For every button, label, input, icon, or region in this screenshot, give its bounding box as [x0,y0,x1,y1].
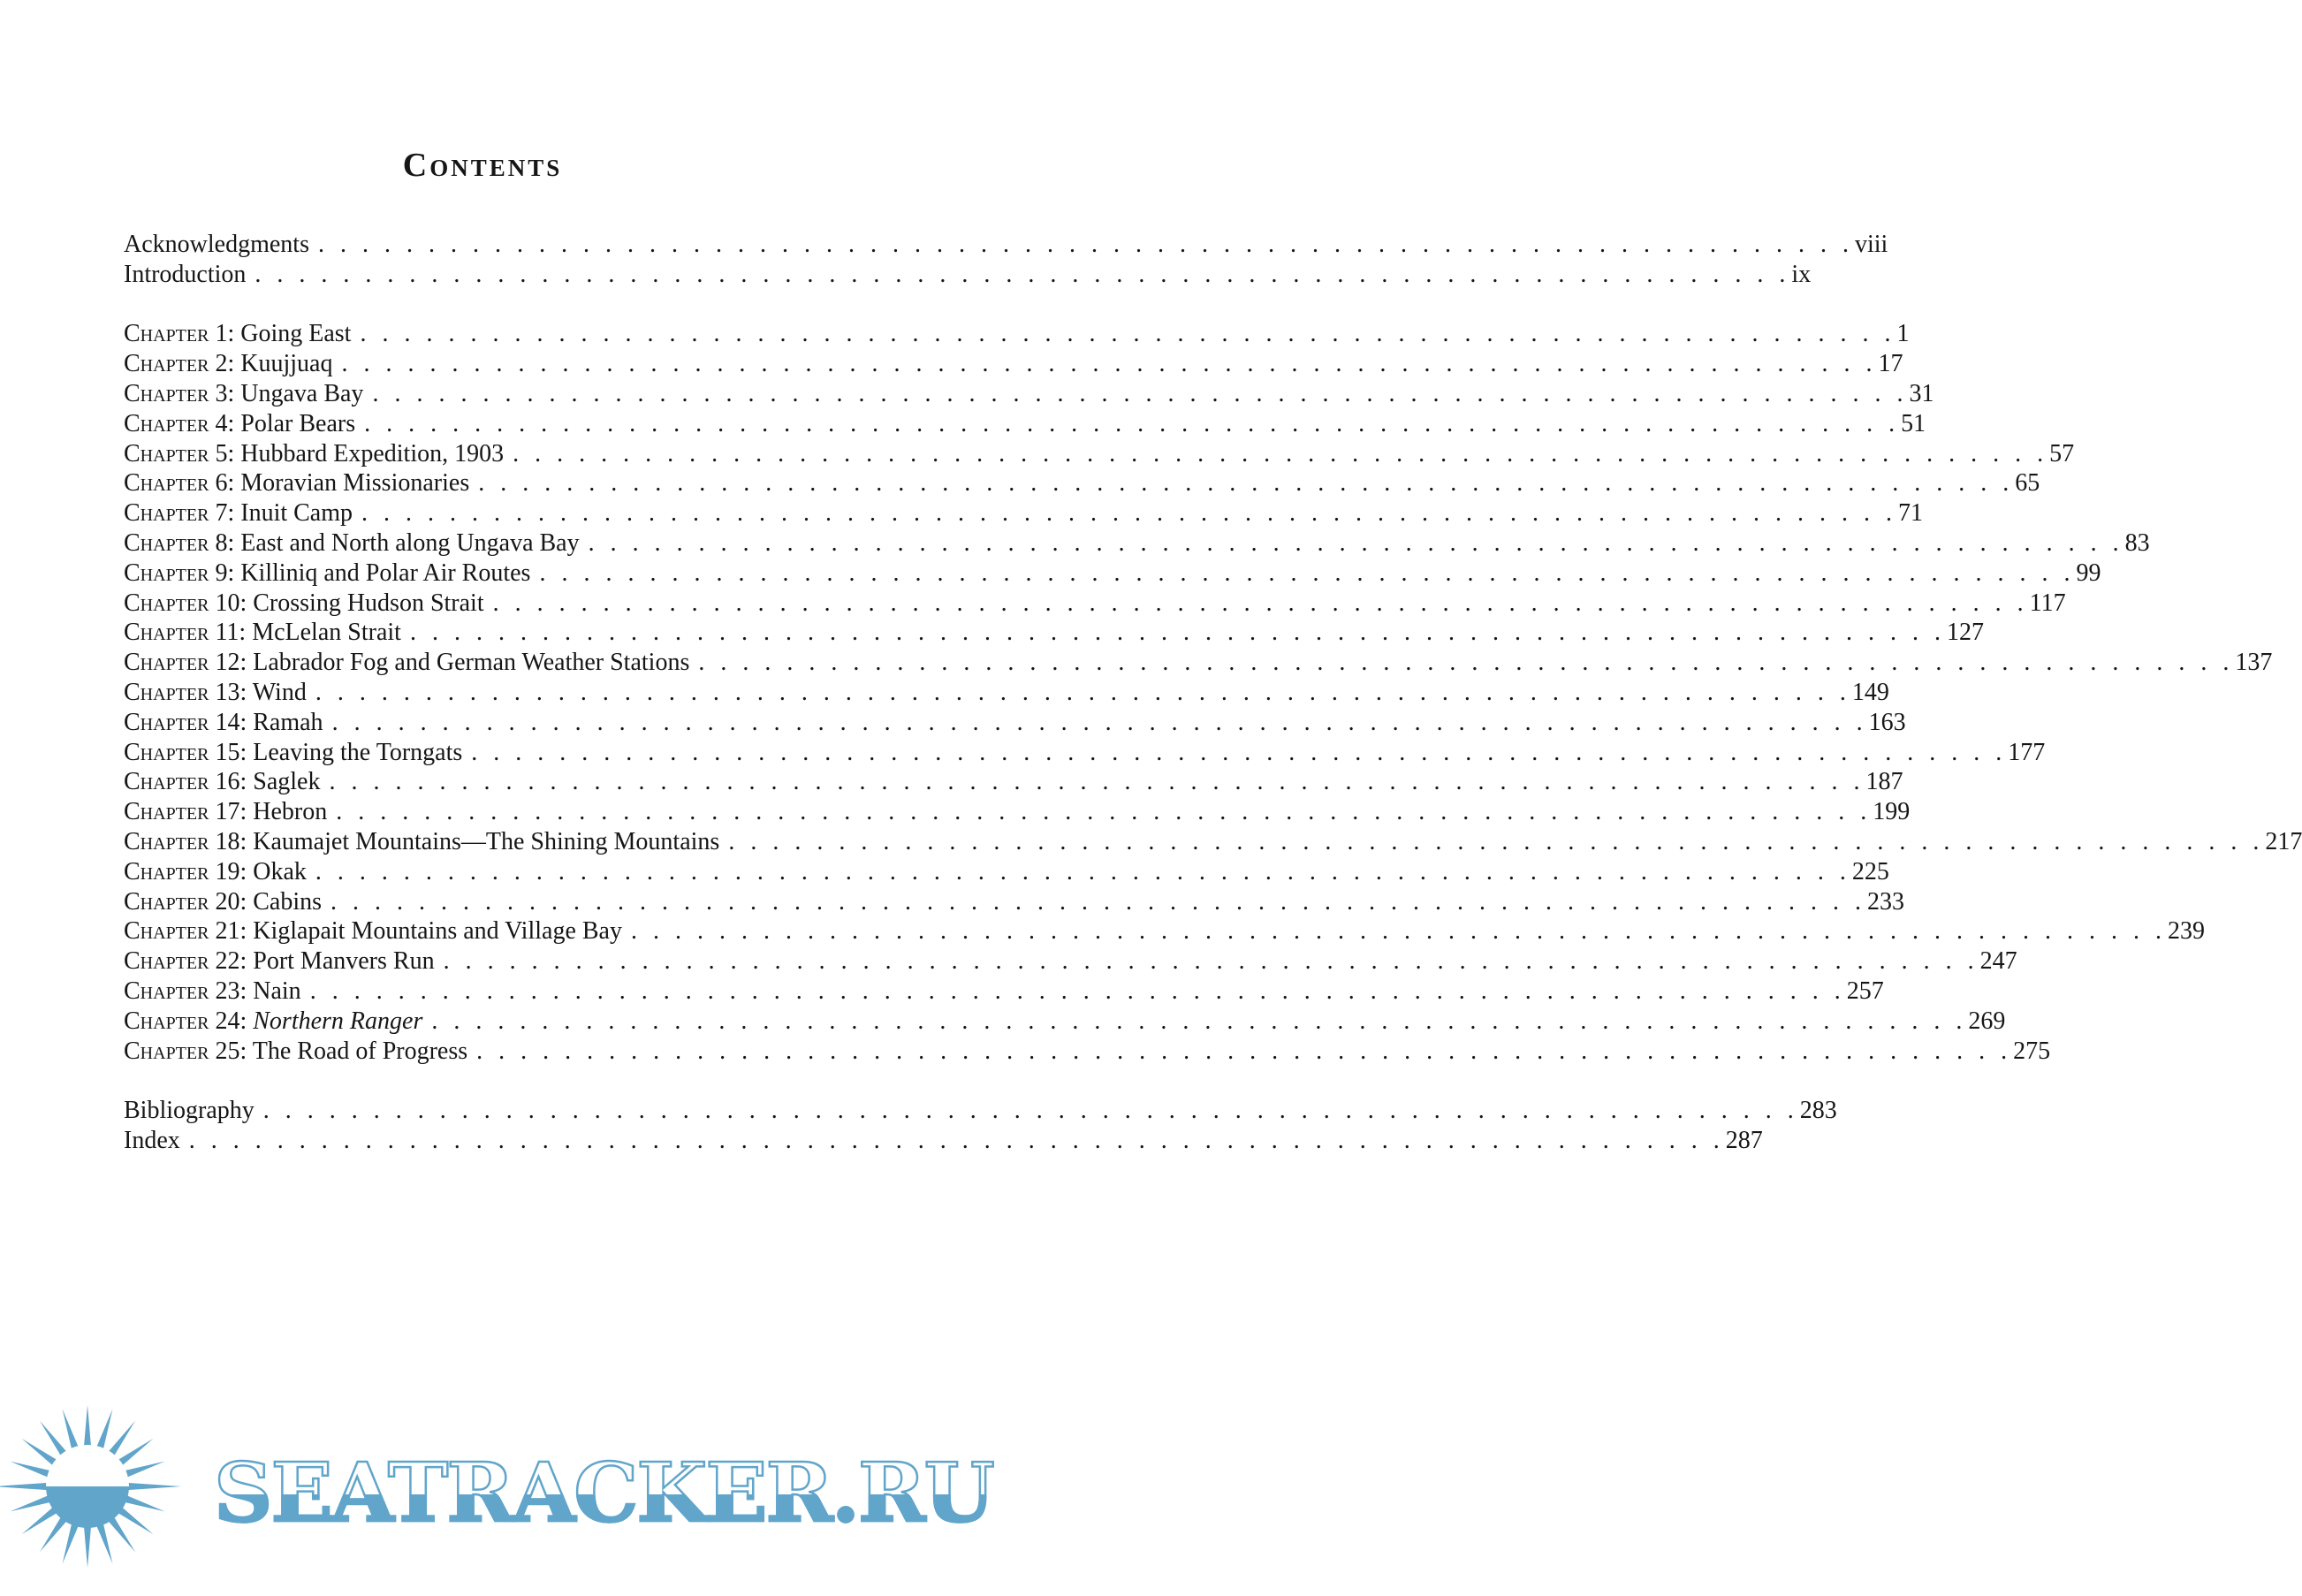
toc-entry-label [124,559,530,589]
toc-entry [124,618,1984,648]
toc-entry-page: 233 [1867,887,1905,916]
dot-leader: . . . . . . . . . . . . . . . . . . . . . . . . . . . . . . . . . . . . . . . . . . . . . . . . . . . . . . . . . . . . . . . . . . . . . . [513,439,2045,467]
toc-entry-label [124,916,622,946]
toc-entry-label [124,678,307,708]
toc-entry-page: 71 [1898,499,1924,528]
dot-leader: . . . . . . . . . . . . . . . . . . . . . . . . . . . . . . . . . . . . . . . . . . . . . . . . . . . . . . . . . . . . . . . . . . . . . . [315,678,1847,706]
toc-entry-title: Bibliography [124,1097,255,1125]
dot-leader: . . . . . . . . . . . . . . . . . . . . . . . . . . . . . . . . . . . . . . . . . . . . . . . . . . . . . . . . . . . . . . . . . . . . . . [588,528,2120,557]
toc-entry-page: 275 [2013,1037,2051,1065]
toc-entry [124,260,1812,290]
watermark-text: SEATRACKER.RU [214,1445,993,1540]
watermark [0,1386,993,1587]
toc-entry-title: Moravian Missionaries [240,469,470,498]
toc-entry-page: 269 [1968,1007,2006,1035]
book-contents-page [0,147,2302,1596]
toc-entry [124,767,1903,797]
toc-entry [124,678,1889,708]
toc-entry-label [124,589,484,619]
toc-entry [124,559,2101,589]
toc-entry-label [124,797,327,827]
page-title: Contents [402,147,563,184]
toc-entry-page: 217 [2265,827,2302,855]
dot-leader: . . . . . . . . . . . . . . . . . . . . . . . . . . . . . . . . . . . . . . . . . . . . . . . . . . . . . . . . . . . . . . . . . . . . . . [409,619,1941,647]
toc-entry [124,827,2302,857]
toc-entry [124,797,1911,827]
toc-entry-page: 137 [2235,649,2273,677]
toc-entry-label [124,827,719,857]
toc-entry-page: 257 [1846,977,1884,1005]
toc-entry-title: Acknowledgments [124,231,309,258]
toc-entry-chapter-number: Chapter 12: [124,649,247,677]
toc-entry [124,916,2205,946]
toc-entry-title: McLelan Strait [252,619,401,647]
dot-leader: . . . . . . . . . . . . . . . . . . . . . . . . . . . . . . . . . . . . . . . . . . . . . . . . . . . . . . . . . . . . . . . . . . . . . . [539,559,2071,587]
dot-leader: . . . . . . . . . . . . . . . . . . . . . . . . . . . . . . . . . . . . . . . . . . . . . . . . . . . . . . . . . . . . . . . . . . . . . . [443,947,1975,976]
toc-entry-title: Hubbard Expedition, 1903 [240,439,505,467]
dot-leader: . . . . . . . . . . . . . . . . . . . . . . . . . . . . . . . . . . . . . . . . . . . . . . . . . . . . . . . . . . . . . . . . . . . . . . [630,917,2162,946]
toc-entry [124,498,1924,528]
dot-leader: . . . . . . . . . . . . . . . . . . . . . . . . . . . . . . . . . . . . . . . . . . . . . . . . . . . . . . . . . . . . . . . . . . . . . . [492,589,2025,617]
dot-leader: . . . . . . . . . . . . . . . . . . . . . . . . . . . . . . . . . . . . . . . . . . . . . . . . . . . . . . . . . . . . . . . . . . . . . . [476,1037,2009,1065]
toc-entry-chapter-number: Chapter 14: [124,708,247,736]
toc-entry [124,946,2017,977]
toc-entry [124,887,1905,917]
toc-entry [124,857,1889,887]
toc-entry-chapter-number: Chapter 19: [124,857,247,885]
toc-entry-page: 31 [1909,379,1934,407]
dot-leader: . . . . . . . . . . . . . . . . . . . . . . . . . . . . . . . . . . . . . . . . . . . . . . . . . . . . . . . . . . . . . . . . . . . . . . [255,260,1787,288]
dot-leader: . . . . . . . . . . . . . . . . . . . . . . . . . . . . . . . . . . . . . . . . . . . . . . . . . . . . . . . . . . . . . . . . . . . . . . [728,827,2260,855]
dot-leader: . . . . . . . . . . . . . . . . . . . . . . . . . . . . . . . . . . . . . . . . . . . . . . . . . . . . . . . . . . . . . . . . . . . . . . [329,768,1861,796]
dot-leader: . . . . . . . . . . . . . . . . . . . . . . . . . . . . . . . . . . . . . . . . . . . . . . . . . . . . . . . . . . . . . . . . . . . . . . [372,379,1904,407]
dot-leader: . . . . . . . . . . . . . . . . . . . . . . . . . . . . . . . . . . . . . . . . . . . . . . . . . . . . . . . . . . . . . . . . . . . . . . [431,1007,1964,1035]
toc-entry-title: Introduction [124,260,247,288]
toc-entry-title: Hebron [253,798,328,826]
toc-entry-title: Index [124,1126,180,1154]
toc-entry-label [124,946,435,977]
toc-entry-page: 239 [2167,917,2205,946]
dot-leader: . . . . . . . . . . . . . . . . . . . . . . . . . . . . . . . . . . . . . . . . . . . . . . . . . . . . . . . . . . . . . . . . . . . . . . [361,499,1894,528]
toc-entry-label [124,1096,255,1126]
toc-entry-chapter-number: Chapter 10: [124,589,247,617]
dot-leader: . . . . . . . . . . . . . . . . . . . . . . . . . . . . . . . . . . . . . . . . . . . . . . . . . . . . . . . . . . . . . . . . . . . . . . [341,350,1873,378]
toc-entry [124,230,1888,260]
toc-entry-page: 127 [1946,619,1984,647]
toc-entry-label [124,977,301,1007]
toc-entry-title: Labrador Fog and German Weather Stations [253,649,690,677]
toc-entry-title: Nain [253,977,301,1005]
toc-entry-chapter-number: Chapter 4: [124,409,235,437]
dot-leader: . . . . . . . . . . . . . . . . . . . . . . . . . . . . . . . . . . . . . . . . . . . . . . . . . . . . . . . . . . . . . . . . . . . . . . [188,1126,1721,1154]
toc-entry [124,349,1903,379]
toc-entry-page: 1 [1896,320,1910,348]
toc-entry [124,439,2075,469]
toc-entry [124,319,1910,349]
toc-entry-chapter-number: Chapter 7: [124,499,235,528]
toc-entry-page: 83 [2124,528,2150,557]
toc-entry-label [124,409,355,439]
toc-entry [124,409,1926,439]
toc-entry-title: Okak [253,857,307,885]
toc-entry-title: Northern Ranger [253,1007,423,1035]
toc-entry-label [124,319,351,349]
toc-entry-title: East and North along Ungava Bay [240,528,580,557]
toc-entry-title: Ramah [253,708,323,736]
toc-entry-title: Ungava Bay [240,379,364,407]
toc-entry-label [124,379,363,409]
dot-leader: . . . . . . . . . . . . . . . . . . . . . . . . . . . . . . . . . . . . . . . . . . . . . . . . . . . . . . . . . . . . . . . . . . . . . . [309,977,1842,1005]
toc-entry-chapter-number: Chapter 24: [124,1007,247,1035]
toc-entry-label [124,648,689,678]
toc-entry-chapter-number: Chapter 13: [124,678,247,706]
toc-entry [124,648,2273,678]
toc-entry-label [124,887,322,917]
toc-entry-page: 187 [1865,768,1903,796]
toc-entry-label [124,528,580,559]
toc-entry-label [124,738,462,768]
toc-entry-chapter-number: Chapter 17: [124,798,247,826]
toc-entry-title: Kaumajet Mountains—The Shining Mountains [253,827,720,855]
dot-leader: . . . . . . . . . . . . . . . . . . . . . . . . . . . . . . . . . . . . . . . . . . . . . . . . . . . . . . . . . . . . . . . . . . . . . . [331,708,1864,736]
toc-entry-label [124,857,307,887]
toc-entry-title: Wind [252,678,307,706]
toc-entry [124,379,1934,409]
toc-entry-label [124,439,504,469]
toc-entry-page: 149 [1851,678,1889,706]
toc-entry-label [124,767,320,797]
toc-entry-label [124,260,246,290]
toc-entry-chapter-number: Chapter 22: [124,947,247,976]
toc-entry-title: The Road of Progress [252,1037,468,1065]
toc-entry-title: Inuit Camp [240,499,353,528]
dot-leader: . . . . . . . . . . . . . . . . . . . . . . . . . . . . . . . . . . . . . . . . . . . . . . . . . . . . . . . . . . . . . . . . . . . . . . [336,798,1868,826]
toc-entry [124,1007,2006,1037]
toc-entry-chapter-number: Chapter 3: [124,379,235,407]
toc-entry-chapter-number: Chapter 18: [124,827,247,855]
toc-entry-chapter-number: Chapter 25: [124,1037,247,1065]
toc-entry-chapter-number: Chapter 21: [124,917,247,946]
dot-leader: . . . . . . . . . . . . . . . . . . . . . . . . . . . . . . . . . . . . . . . . . . . . . . . . . . . . . . . . . . . . . . . . . . . . . . [698,649,2230,677]
toc-entry-label [124,1007,422,1037]
toc-entry-chapter-number: Chapter 1: [124,320,235,348]
toc-entry-label [124,1126,180,1156]
toc-entry-page: ix [1791,260,1812,288]
toc-entry-page: 247 [1979,947,2017,976]
toc-entry-title: Killiniq and Polar Air Routes [240,559,531,587]
toc-entry-title: Leaving the Torngats [253,738,463,766]
toc-entry-chapter-number: Chapter 5: [124,439,235,467]
toc-entry-chapter-number: Chapter 6: [124,469,235,498]
toc-entry [124,708,1906,738]
toc-entry [124,589,2066,619]
dot-leader: . . . . . . . . . . . . . . . . . . . . . . . . . . . . . . . . . . . . . . . . . . . . . . . . . . . . . . . . . . . . . . . . . . . . . . [317,231,1850,258]
toc-entry-title: Saglek [253,768,321,796]
toc-entry-chapter-number: Chapter 11: [124,619,247,647]
toc-entry-chapter-number: Chapter 15: [124,738,247,766]
dot-leader: . . . . . . . . . . . . . . . . . . . . . . . . . . . . . . . . . . . . . . . . . . . . . . . . . . . . . . . . . . . . . . . . . . . . . . [262,1097,1795,1125]
toc-entry [124,977,1884,1007]
toc-entry-title: Crossing Hudson Strait [253,589,484,617]
toc-entry [124,468,2040,498]
toc-entry-title: Going East [240,320,352,348]
toc-entry-page: 65 [2015,469,2040,498]
toc-entry-chapter-number: Chapter 20: [124,887,247,916]
dot-leader: . . . . . . . . . . . . . . . . . . . . . . . . . . . . . . . . . . . . . . . . . . . . . . . . . . . . . . . . . . . . . . . . . . . . . . [330,887,1863,916]
dot-leader: . . . . . . . . . . . . . . . . . . . . . . . . . . . . . . . . . . . . . . . . . . . . . . . . . . . . . . . . . . . . . . . . . . . . . . [471,738,2003,766]
toc-entry-chapter-number: Chapter 9: [124,559,235,587]
toc-entry [124,1126,1763,1156]
toc-entry-page: 287 [1725,1126,1763,1154]
toc-entry-chapter-number: Chapter 2: [124,350,235,378]
sun-icon [0,1386,184,1587]
toc-entry-label [124,468,469,498]
toc-entry-title: Polar Bears [240,409,356,437]
toc-entry-page: 17 [1878,350,1903,378]
toc-entry-chapter-number: Chapter 23: [124,977,247,1005]
toc-entry-page: 117 [2029,589,2066,617]
toc-entry [124,1037,2051,1067]
toc-entry-label [124,349,332,379]
toc-entry-page: 99 [2076,559,2101,587]
toc-entry-label [124,1037,467,1067]
dot-leader: . . . . . . . . . . . . . . . . . . . . . . . . . . . . . . . . . . . . . . . . . . . . . . . . . . . . . . . . . . . . . . . . . . . . . . [360,320,1892,348]
toc-entry-page: 177 [2008,738,2046,766]
toc-entry-page: 283 [1799,1097,1837,1125]
dot-leader: . . . . . . . . . . . . . . . . . . . . . . . . . . . . . . . . . . . . . . . . . . . . . . . . . . . . . . . . . . . . . . . . . . . . . . [315,857,1847,885]
toc-entry-label [124,498,353,528]
toc-entry-page: 57 [2049,439,2075,467]
toc-entry-page: 199 [1873,798,1911,826]
toc-entry-chapter-number: Chapter 16: [124,768,247,796]
table-of-contents [124,230,2302,1156]
toc-entry-title: Cabins [253,887,323,916]
toc-entry-page: 51 [1901,409,1926,437]
dot-leader: . . . . . . . . . . . . . . . . . . . . . . . . . . . . . . . . . . . . . . . . . . . . . . . . . . . . . . . . . . . . . . . . . . . . . . [478,469,2010,498]
toc-entry-page: viii [1854,231,1888,258]
toc-entry-label [124,708,323,738]
toc-entry-chapter-number: Chapter 8: [124,528,235,557]
toc-entry-title: Kiglapait Mountains and Village Bay [253,917,622,946]
toc-entry-title: Port Manvers Run [253,947,435,976]
toc-entry-label [124,230,309,260]
toc-entry-label [124,618,401,648]
dot-leader: . . . . . . . . . . . . . . . . . . . . . . . . . . . . . . . . . . . . . . . . . . . . . . . . . . . . . . . . . . . . . . . . . . . . . . [364,409,1896,437]
toc-entry [124,528,2150,559]
toc-entry-title: Kuujjuaq [240,350,333,378]
toc-entry-page: 163 [1868,708,1906,736]
toc-entry-page: 225 [1851,857,1889,885]
toc-entry [124,1096,1837,1126]
toc-entry [124,738,2046,768]
